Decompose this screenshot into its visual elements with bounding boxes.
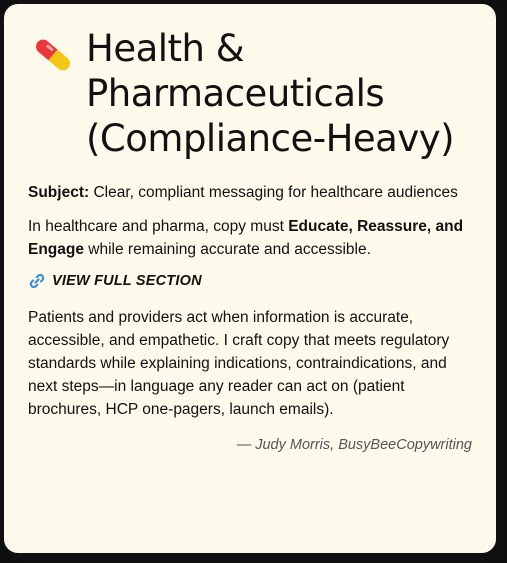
page-title: Health & Pharmaceuticals (Compliance-Heavy)	[86, 27, 455, 160]
signature: — Judy Morris, BusyBeeCopywriting	[236, 437, 472, 453]
card-title	[28, 26, 474, 161]
body-paragraph: Patients and providers act when information is accurate, accessible, and empathetic. I craft copy that meets regulatory standards while explaining indications, contraindications, and next steps—in language any reader can act on (patient brochures, HCP one-pagers, launch emails).	[28, 309, 450, 418]
intro-paragraph	[28, 215, 474, 261]
pill-icon	[28, 30, 78, 80]
subject-label: Subject:	[28, 184, 90, 201]
intro-bold: Educate, Reassure, and Engage	[28, 218, 464, 258]
subject-line	[28, 181, 474, 204]
subject-text: Clear, compliant messaging for healthcare audiences	[89, 184, 458, 201]
info-card	[2, 2, 498, 555]
view-full-section-link[interactable]	[28, 272, 474, 290]
intro-suffix: while remaining accurate and accessible.	[83, 241, 371, 258]
link-icon	[28, 272, 46, 290]
link-label: VIEW FULL SECTION	[52, 273, 202, 289]
intro-prefix: In healthcare and pharma, copy must	[28, 218, 289, 235]
